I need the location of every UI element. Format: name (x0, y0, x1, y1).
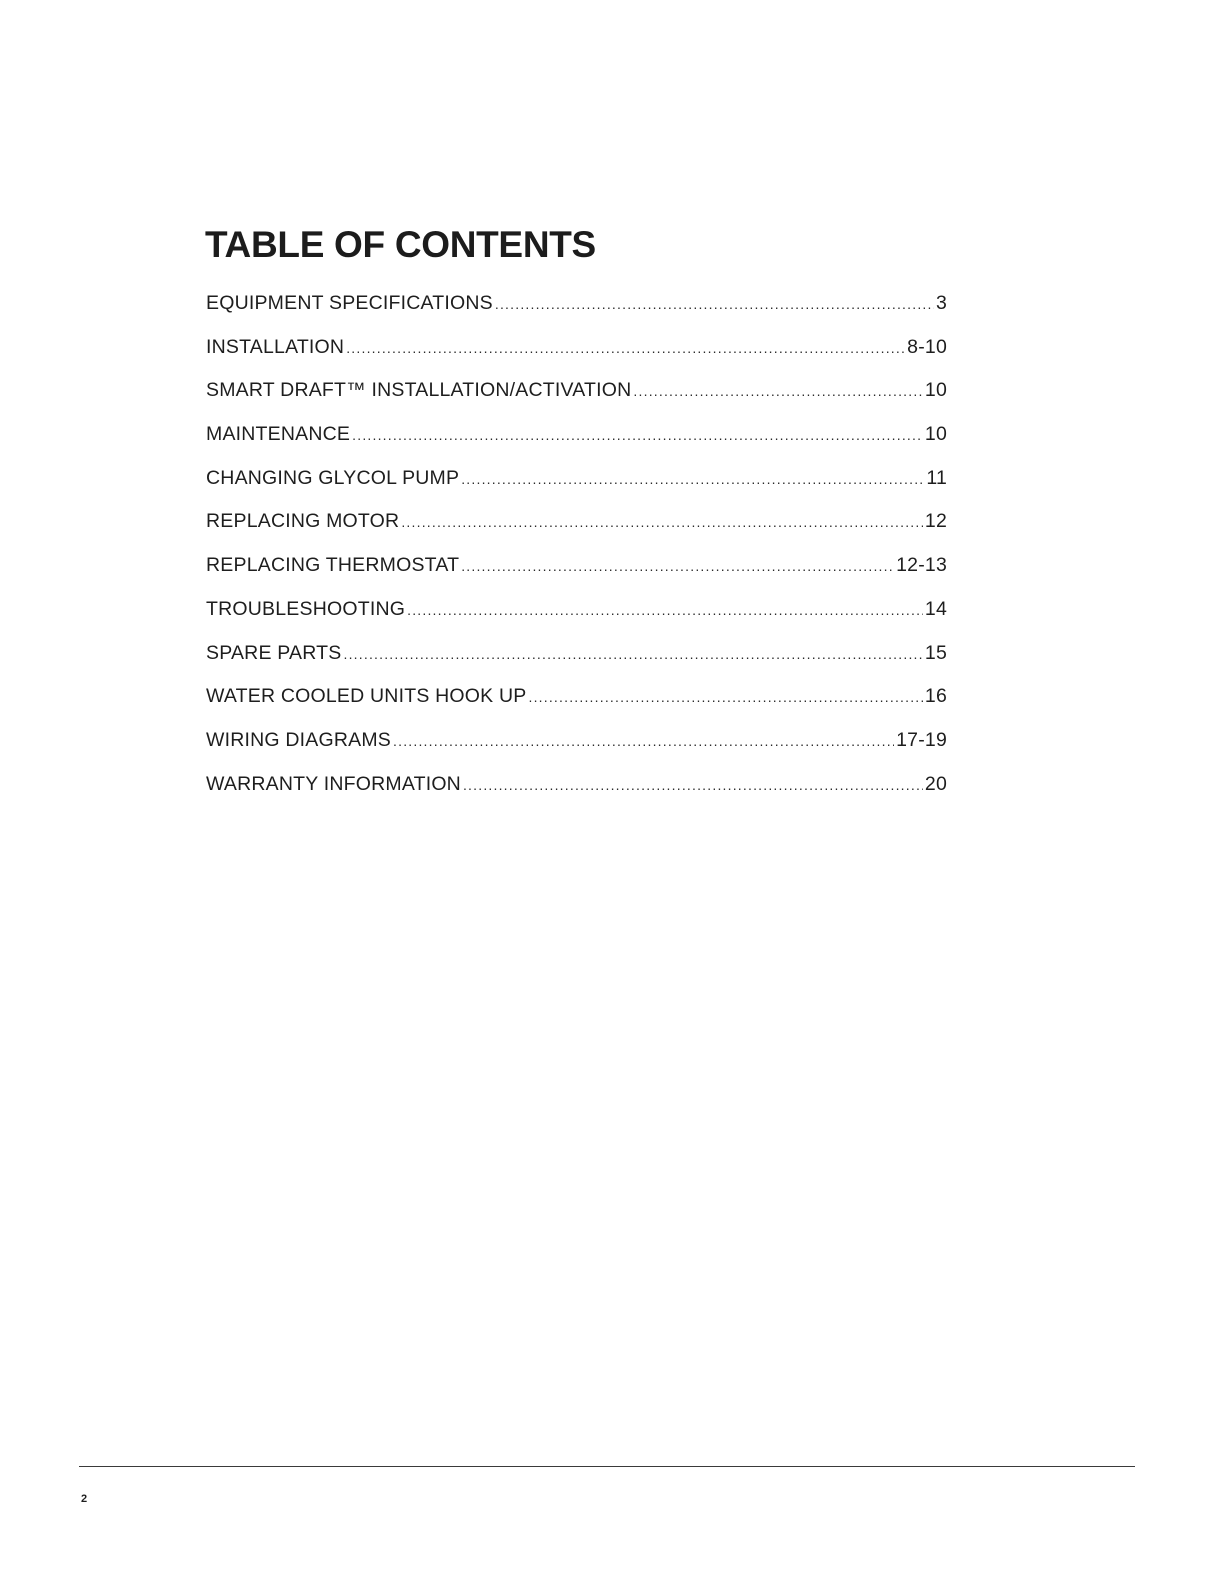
toc-entry-replacing-thermostat[interactable] (206, 554, 947, 598)
toc-leader-dots (461, 558, 894, 574)
toc-entry-installation[interactable] (206, 336, 947, 380)
toc-leader-dots (528, 689, 922, 705)
toc-entry-page: 14 (924, 597, 947, 620)
toc-entry-page: 20 (924, 772, 947, 795)
toc-entry-page: 16 (924, 685, 947, 708)
toc-entry-troubleshooting[interactable] (206, 598, 947, 642)
toc-entry-page: 12-13 (896, 554, 947, 577)
toc-entry-page: 3 (935, 292, 947, 314)
toc-entry-wiring-diagrams[interactable] (206, 729, 947, 773)
toc-entry-label: WARRANTY INFORMATION (206, 772, 461, 795)
toc-leader-dots (344, 646, 923, 662)
toc-entry-label: EQUIPMENT SPECIFICATIONS (206, 292, 493, 314)
toc-entry-page: 15 (924, 641, 947, 664)
toc-entry-page: 11 (926, 466, 947, 489)
toc-entry-spare-parts[interactable] (206, 642, 947, 686)
toc-list (206, 292, 947, 816)
toc-entry-label: WATER COOLED UNITS HOOK UP (206, 685, 527, 708)
toc-entry-page: 17-19 (896, 728, 947, 751)
toc-entry-page: 8-10 (907, 335, 947, 358)
toc-entry-page: 10 (924, 379, 947, 402)
toc-leader-dots (401, 514, 923, 530)
toc-entry-label: REPLACING MOTOR (206, 510, 400, 533)
toc-title: TABLE OF CONTENTS (205, 224, 596, 265)
toc-entry-label: SPARE PARTS (206, 641, 342, 664)
toc-leader-dots (495, 296, 934, 312)
toc-leader-dots (393, 733, 894, 749)
toc-entry-smart-draft-installation[interactable] (206, 379, 947, 423)
page-number: 2 (81, 1493, 88, 1505)
toc-entry-label: WIRING DIAGRAMS (206, 728, 392, 751)
toc-entry-label: INSTALLATION (206, 335, 345, 358)
toc-entry-maintenance[interactable] (206, 423, 947, 467)
toc-entry-label: SMART DRAFT™ INSTALLATION/ACTIVATION (206, 379, 632, 402)
toc-entry-water-cooled-units[interactable] (206, 685, 947, 729)
toc-entry-page: 12 (924, 510, 947, 533)
toc-entry-equipment-specifications[interactable] (206, 292, 947, 336)
toc-leader-dots (352, 427, 923, 443)
toc-leader-dots (461, 471, 924, 487)
toc-entry-warranty-information[interactable] (206, 773, 947, 817)
toc-entry-label: CHANGING GLYCOL PUMP (206, 466, 460, 489)
toc-leader-dots (463, 777, 923, 793)
toc-entry-label: TROUBLESHOOTING (206, 597, 406, 620)
toc-entry-page: 10 (924, 423, 947, 446)
toc-entry-replacing-motor[interactable] (206, 510, 947, 554)
toc-entry-label: REPLACING THERMOSTAT (206, 554, 460, 577)
toc-leader-dots (407, 602, 923, 618)
toc-leader-dots (346, 340, 905, 356)
toc-entry-label: MAINTENANCE (206, 423, 351, 446)
toc-leader-dots (633, 383, 922, 399)
toc-entry-changing-glycol-pump[interactable] (206, 467, 947, 511)
footer-divider (79, 1466, 1135, 1467)
